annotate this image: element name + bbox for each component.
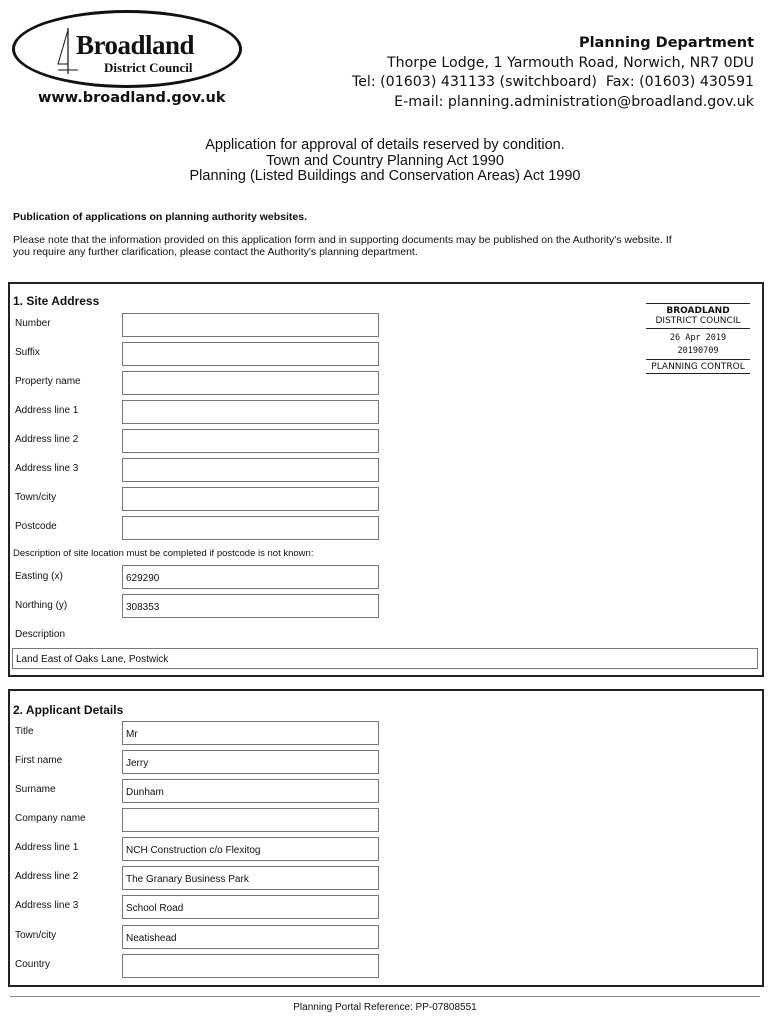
site-postcode-field[interactable] xyxy=(122,516,379,540)
stamp-ref: 20190709 xyxy=(677,346,719,356)
department-email: E-mail: planning.administration@broadland.gov.uk xyxy=(394,93,754,110)
applicant-address-line-2-field[interactable]: The Granary Business Park xyxy=(122,866,379,890)
field-label: Address line 2 xyxy=(15,871,79,882)
northing-field[interactable]: 308353 xyxy=(122,594,379,618)
location-note: Description of site location must be completed if postcode is not known: xyxy=(13,548,314,559)
site-number-field[interactable] xyxy=(122,313,379,337)
footer-divider xyxy=(10,996,760,997)
field-label: Title xyxy=(15,726,34,737)
site-suffix-field[interactable] xyxy=(122,342,379,366)
field-label: Address line 2 xyxy=(15,434,79,445)
stamp-council: BROADLAND xyxy=(666,306,730,316)
applicant-address-line-3-field[interactable]: School Road xyxy=(122,895,379,919)
field-label: Country xyxy=(15,959,51,970)
department-phone: Tel: (01603) 431133 (switchboard) Fax: (01603) 430591 xyxy=(351,74,754,90)
department-contact xyxy=(352,34,754,112)
form-title-line: Application for approval of details reserved by condition. xyxy=(205,137,565,153)
field-label: Town/city xyxy=(15,930,57,941)
stamp-border xyxy=(646,303,750,304)
applicant-country-field[interactable] xyxy=(122,954,379,978)
applicant-surname-field[interactable]: Dunham xyxy=(122,779,379,803)
publication-notice xyxy=(13,235,758,258)
stamp-date: 26 Apr 2019 xyxy=(669,333,727,343)
field-label: Postcode xyxy=(15,521,57,532)
description-label: Description xyxy=(15,629,66,640)
applicant-town-field[interactable]: Neatishead xyxy=(122,925,379,949)
field-label: Property name xyxy=(15,376,81,387)
received-stamp xyxy=(644,303,752,375)
applicant-company-field[interactable] xyxy=(122,808,379,832)
applicant-details-title: 2. Applicant Details xyxy=(13,703,124,717)
easting-field[interactable]: 629290 xyxy=(122,565,379,589)
stamp-dept: PLANNING CONTROL xyxy=(651,362,745,372)
field-label: Surname xyxy=(15,784,56,795)
field-label: Number xyxy=(15,318,51,329)
applicant-title-field[interactable]: Mr xyxy=(122,721,379,745)
applicant-first-name-field[interactable]: Jerry xyxy=(122,750,379,774)
description-field[interactable]: Land East of Oaks Lane, Postwick xyxy=(12,648,758,669)
site-address-line-2-field[interactable] xyxy=(122,429,379,453)
publication-heading: Publication of applications on planning authority websites. xyxy=(13,211,308,223)
stamp-border xyxy=(646,373,750,374)
publication-line: Please note that the information provided on this application form and in supporting documents may be published on the Authority's website. If xyxy=(13,234,672,246)
site-property-name-field[interactable] xyxy=(122,371,379,395)
field-label: Address line 1 xyxy=(15,842,79,853)
site-address-line-1-field[interactable] xyxy=(122,400,379,424)
northing-label: Northing (y) xyxy=(15,600,68,611)
site-address-line-3-field[interactable] xyxy=(122,458,379,482)
stamp-council-sub: DISTRICT COUNCIL xyxy=(655,316,741,326)
field-label: Company name xyxy=(15,813,86,824)
department-title: Planning Department xyxy=(578,35,754,51)
logo-subtitle: District Council xyxy=(104,60,193,75)
field-label: Address line 3 xyxy=(15,463,79,474)
form-title xyxy=(0,138,770,185)
form-title-line: Town and Country Planning Act 1990 xyxy=(266,152,504,169)
publication-line: you require any further clarification, please contact the Authority's planning department. xyxy=(13,245,418,258)
stamp-border xyxy=(646,328,750,329)
website-url: www.broadland.gov.uk xyxy=(38,90,226,106)
easting-label: Easting (x) xyxy=(15,571,63,582)
site-town-field[interactable] xyxy=(122,487,379,511)
field-label: Suffix xyxy=(15,347,40,358)
applicant-address-line-1-field[interactable]: NCH Construction c/o Flexitog xyxy=(122,837,379,861)
department-address: Thorpe Lodge, 1 Yarmouth Road, Norwich, NR7 0DU xyxy=(386,54,754,71)
council-logo xyxy=(12,10,246,94)
field-label: Town/city xyxy=(15,492,57,503)
logo-name: Broadland xyxy=(76,30,195,60)
form-title-line: Planning (Listed Buildings and Conservation Areas) Act 1990 xyxy=(189,168,581,184)
field-label: Address line 1 xyxy=(15,405,79,416)
stamp-border xyxy=(646,359,750,360)
site-address-title: 1. Site Address xyxy=(13,294,100,308)
field-label: Address line 3 xyxy=(15,900,79,911)
field-label: First name xyxy=(15,755,63,766)
portal-reference: Planning Portal Reference: PP-07808551 xyxy=(293,1002,477,1013)
